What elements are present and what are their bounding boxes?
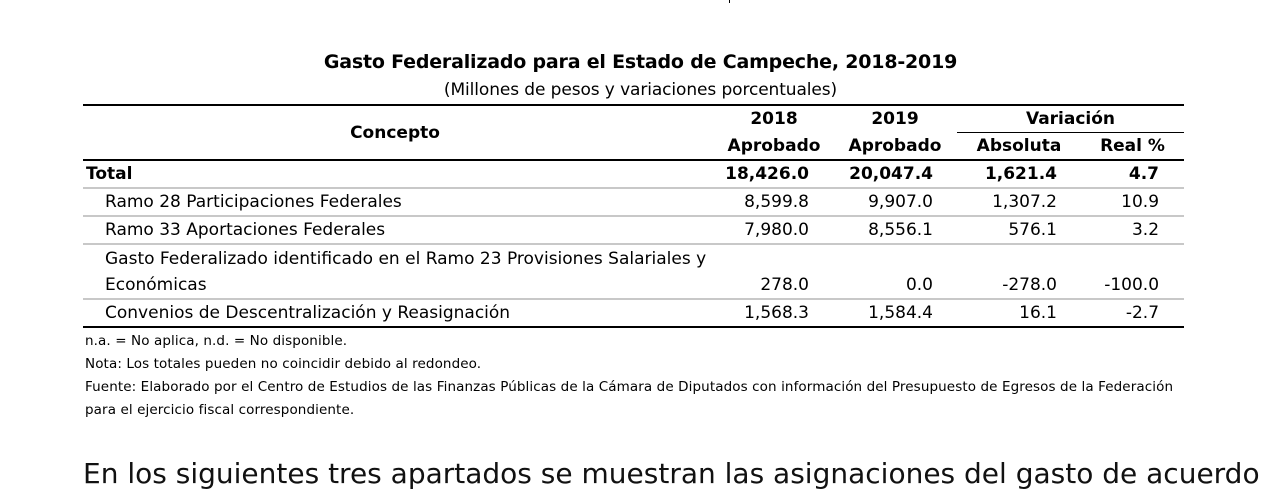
table-title: Gasto Federalizado para el Estado de Campeche, 2018-2019 xyxy=(323,51,958,73)
table-notes xyxy=(83,330,1184,422)
table-row-total xyxy=(83,160,1184,188)
header-year-2018: 2018 xyxy=(715,105,833,133)
row-value-absolute: 1,307.2 xyxy=(957,188,1081,216)
row-value-2019: 8,556.1 xyxy=(833,216,957,244)
row-value-2018: 7,980.0 xyxy=(715,216,833,244)
row-value-absolute: 576.1 xyxy=(957,216,1081,244)
table-row xyxy=(83,216,1184,244)
row-value-real: 3.2 xyxy=(1081,216,1184,244)
row-label: Total xyxy=(83,160,715,188)
row-label: Ramo 28 Participaciones Federales xyxy=(83,188,715,216)
table-subtitle: (Millones de pesos y variaciones porcentuales) xyxy=(443,80,838,100)
row-value-2018: 278.0 xyxy=(715,244,833,299)
header-approved-2018: Aprobado xyxy=(715,133,833,161)
header-real-pct: Real % xyxy=(1081,133,1184,161)
row-value-absolute: -278.0 xyxy=(957,244,1081,299)
row-value-2018: 18,426.0 xyxy=(715,160,833,188)
header-variation: Variación xyxy=(957,105,1184,133)
row-value-2018: 1,568.3 xyxy=(715,299,833,327)
header-concept: Concepto xyxy=(83,105,715,160)
note-rounding: Nota: Los totales pueden no coincidir debido al redondeo. xyxy=(85,356,482,372)
row-value-real: -2.7 xyxy=(1081,299,1184,327)
header-absolute: Absoluta xyxy=(957,133,1081,161)
row-value-2019: 20,047.4 xyxy=(833,160,957,188)
row-value-real: 4.7 xyxy=(1081,160,1184,188)
row-label: Ramo 33 Aportaciones Federales xyxy=(83,216,715,244)
row-value-real: 10.9 xyxy=(1081,188,1184,216)
header-row-top xyxy=(83,105,1184,133)
note-source: Fuente: Elaborado por el Centro de Estudios de las Finanzas Públicas de la Cámara de Diputados con información del Presupuesto de Egresos de la Federación para el ejercicio fiscal correspondiente. xyxy=(85,379,1174,418)
body-paragraph: En los siguientes tres apartados se muestran las asignaciones del gasto de acuerdo xyxy=(83,457,1260,490)
row-value-2019: 1,584.4 xyxy=(833,299,957,327)
row-value-absolute: 16.1 xyxy=(957,299,1081,327)
row-value-2019: 0.0 xyxy=(833,244,957,299)
row-value-absolute: 1,621.4 xyxy=(957,160,1081,188)
table-row xyxy=(83,244,1184,299)
row-value-real: -100.0 xyxy=(1081,244,1184,299)
page-mark xyxy=(729,0,730,3)
header-year-2019: 2019 xyxy=(833,105,957,133)
row-value-2018: 8,599.8 xyxy=(715,188,833,216)
row-value-2019: 9,907.0 xyxy=(833,188,957,216)
table-row xyxy=(83,188,1184,216)
row-label: Gasto Federalizado identificado en el Ramo 23 Provisiones Salariales y Económicas xyxy=(83,244,715,299)
table-row xyxy=(83,299,1184,327)
note-abbreviations: n.a. = No aplica, n.d. = No disponible. xyxy=(85,333,348,349)
data-table xyxy=(83,104,1184,328)
table-figure xyxy=(83,47,1184,422)
row-label: Convenios de Descentralización y Reasignación xyxy=(83,299,715,327)
header-approved-2019: Aprobado xyxy=(833,133,957,161)
